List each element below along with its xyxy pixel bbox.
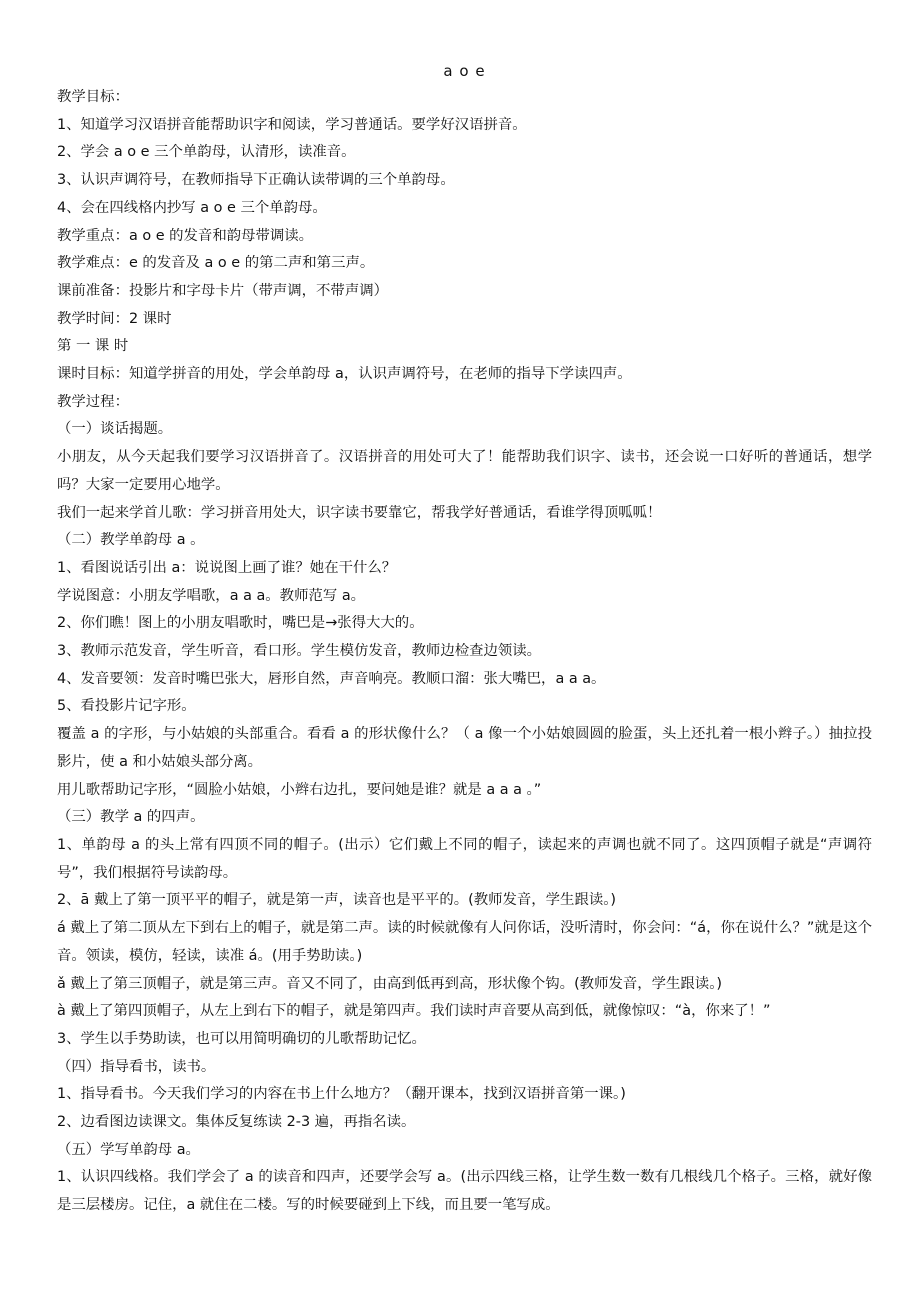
- paragraph: 我们一起来学首儿歌：学习拼音用处大，识字读书要靠它，帮我学好普通话，看谁学得顶呱呱！: [57, 504, 662, 521]
- objective-item: 2、学会 a o e 三个单韵母，认清形，读准音。: [57, 144, 356, 161]
- objective-item: 4、会在四线格内抄写 a o e 三个单韵母。: [57, 199, 327, 216]
- document-page: [57, 58, 872, 1220]
- step-item: 5、看投影片记字形。: [57, 698, 196, 715]
- step-item: 4、发音要领：发音时嘴巴张大，唇形自然，声音响亮。教顺口溜：张大嘴巴，a a a。: [57, 670, 606, 687]
- preparation: 课前准备：投影片和字母卡片（带声调，不带声调）: [57, 282, 388, 299]
- section-heading: 教学过程：: [57, 393, 129, 410]
- paragraph: 小朋友，从今天起我们要学习汉语拼音了。汉语拼音的用处可大了！能帮助我们识字、读书，还会说一口好听的普通话，想学吗？大家一定要用心地学。: [57, 449, 872, 493]
- step-heading: （四）指导看书，读书。: [57, 1058, 216, 1075]
- section-heading: 教学目标：: [57, 89, 129, 105]
- teaching-time: 教学时间：2 课时: [57, 310, 172, 327]
- difficult-point: 教学难点：e 的发音及 a o e 的第二声和第三声。: [57, 255, 375, 272]
- step-item: 2、边看图边读课文。集体反复练读 2-3 遍，再指名读。: [57, 1114, 416, 1131]
- objective-item: 3、认识声调符号，在教师指导下正确认读带调的三个单韵母。: [57, 172, 455, 189]
- step-item: 3、学生以手势助读，也可以用简明确切的儿歌帮助记忆。: [57, 1030, 426, 1047]
- step-heading: （二）教学单韵母 a 。: [57, 532, 205, 549]
- lesson-objective: 课时目标：知道学拼音的用处，学会单韵母 a，认识声调符号，在老师的指导下学读四声。: [57, 366, 632, 383]
- step-heading: （五）学写单韵母 a。: [57, 1141, 200, 1158]
- step-item: 2、ā 戴上了第一顶平平的帽子，就是第一声，读音也是平平的。(教师发音，学生跟读。): [57, 892, 617, 909]
- step-heading: （三）教学 a 的四声。: [57, 809, 205, 826]
- key-point: 教学重点：a o e 的发音和韵母带调读。: [57, 227, 314, 244]
- paragraph: 用儿歌帮助记字形，“圆脸小姑娘，小辫右边扎，要问她是谁？就是 a a a 。”: [57, 781, 542, 798]
- step-item: 1、认识四线格。我们学会了 a 的读音和四声，还要学会写 a。(出示四线三格，让学生数一数有几根线几个格子。三格，就好像是三层楼房。记住，a 就住在二楼。写的时候要碰到上下线，而且要一笔写成。: [57, 1169, 872, 1214]
- paragraph: 覆盖 a 的字形，与小姑娘的头部重合。看看 a 的形状像什么？（ a 像一个小姑娘圆圆的脸蛋，头上还扎着一根小辫子。）抽拉投影片，使 a 和小姑娘头部分离。: [57, 726, 872, 770]
- step-item: 1、单韵母 a 的头上常有四顶不同的帽子。(出示）它们戴上不同的帽子，读起来的声调也就不同了。这四顶帽子就是“声调符号”，我们根据符号读韵母。: [57, 836, 872, 881]
- step-heading: （一）谈话揭题。: [57, 421, 173, 438]
- step-item: 1、看图说话引出 a：说说图上画了谁？她在干什么？: [57, 559, 397, 576]
- paragraph: ǎ 戴上了第三顶帽子，就是第三声。音又不同了，由高到低再到高，形状像个钩。(教师发音，学生跟读。): [57, 975, 723, 992]
- document-title: a o e: [443, 62, 486, 80]
- paragraph: á 戴上了第二顶从左下到右上的帽子，就是第二声。读的时候就像有人问你话，没听清时，你会问：“á，你在说什么？”就是这个音。领读，模仿，轻读，读准 á。(用手势助读。): [57, 920, 872, 964]
- paragraph: à 戴上了第四顶帽子，从左上到右下的帽子，就是第四声。我们读时声音要从高到低，就像惊叹：“à，你来了！”: [57, 1003, 771, 1020]
- step-item: 3、教师示范发音，学生听音，看口形。学生模仿发音，教师边检查边领读。: [57, 643, 542, 660]
- step-item: 2、你们瞧！图上的小朋友唱歌时，嘴巴是→张得大大的。: [57, 615, 424, 632]
- lesson-heading: 第 一 课 时: [57, 338, 129, 355]
- objective-item: 1、知道学习汉语拼音能帮助识字和阅读，学习普通话。要学好汉语拼音。: [57, 116, 527, 133]
- paragraph: 学说图意：小朋友学唱歌，a a a。教师范写 a。: [57, 587, 366, 604]
- step-item: 1、指导看书。今天我们学习的内容在书上什么地方？（翻开课本，找到汉语拼音第一课。): [57, 1086, 626, 1103]
